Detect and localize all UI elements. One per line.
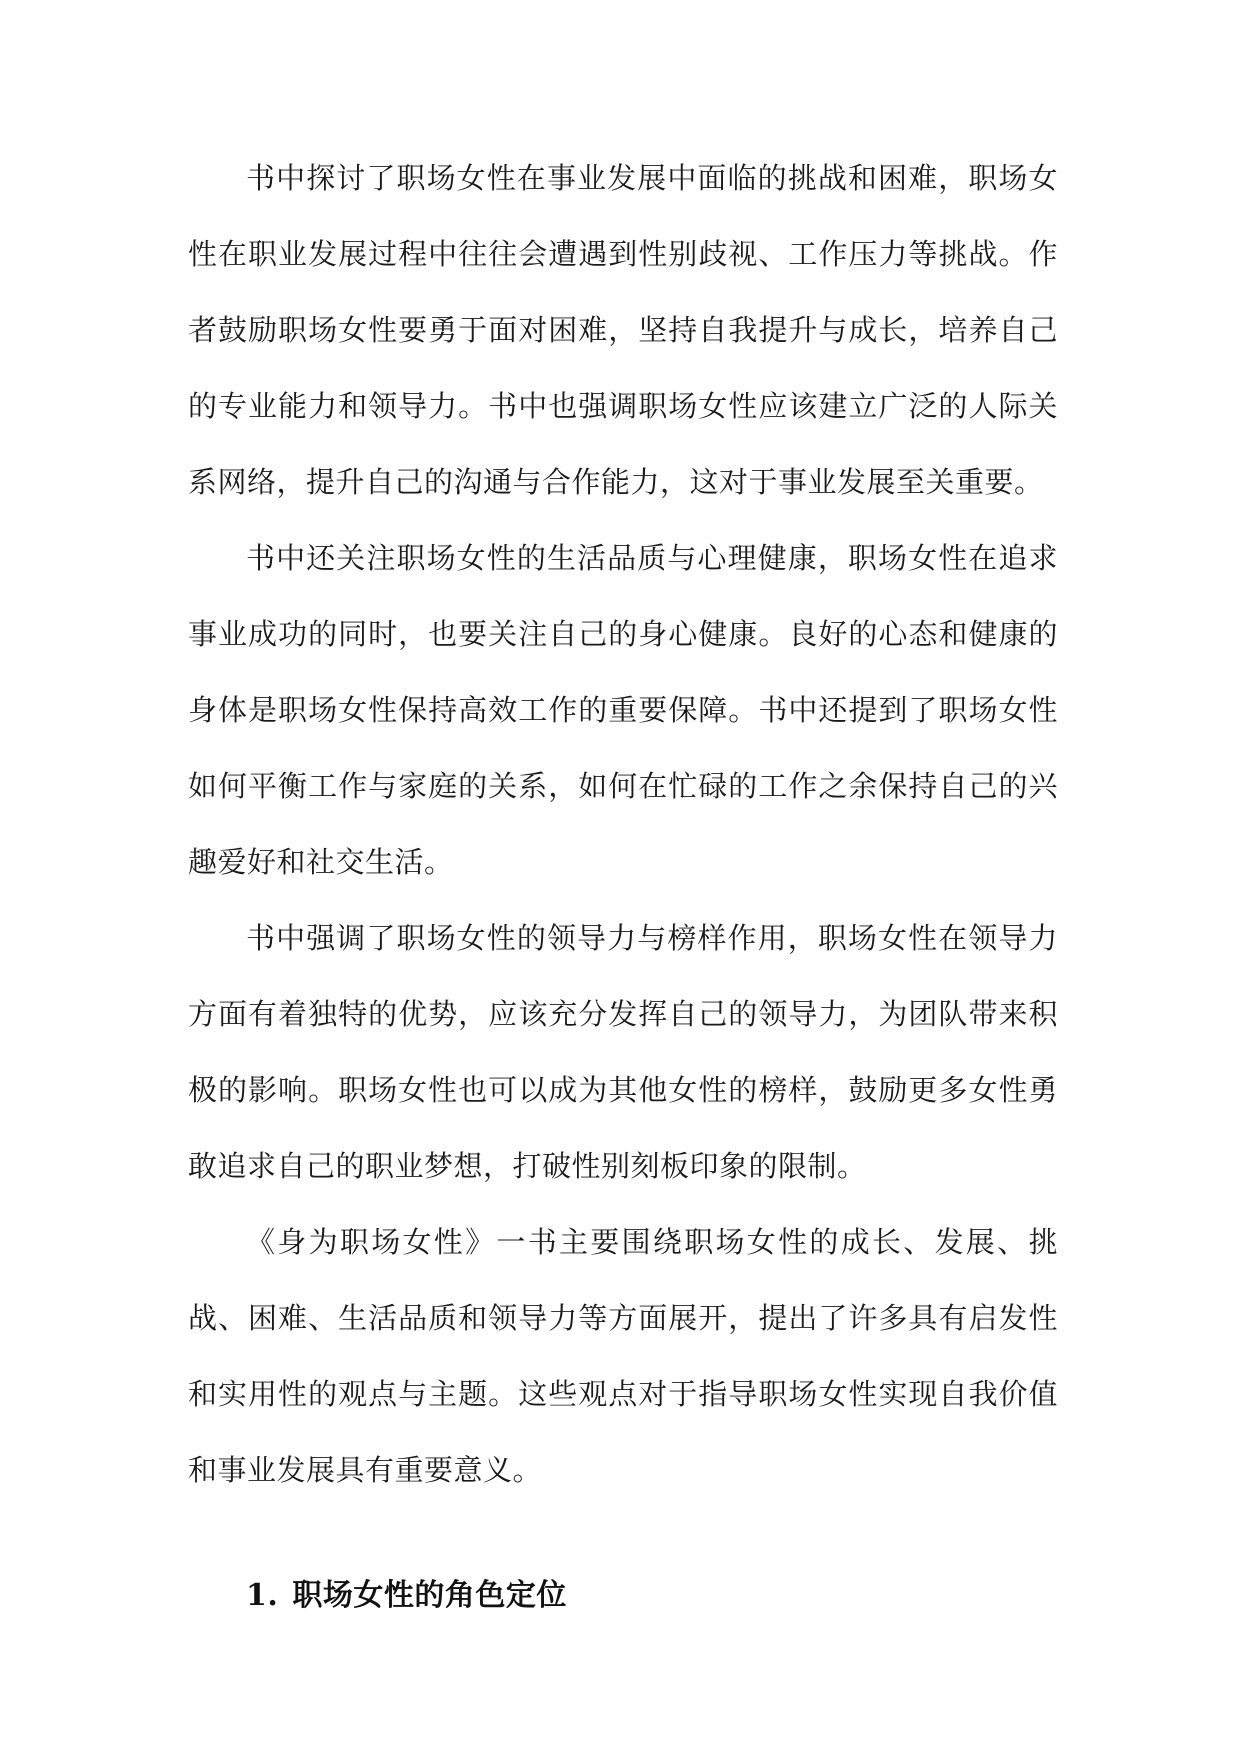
section-number: 1. [246,1578,279,1613]
paragraph-career-challenges: 书中探讨了职场女性在事业发展中面临的挑战和困难，职场女性在职业发展过程中往往会遭遇到性别歧视、工作压力等挑战。作者鼓励职场女性要勇于面对困难，坚持自我提升与成长，培养自己的专业能力和领导力。书中也强调职场女性应该建立广泛的人际关系网络，提升自己的沟通与合作能力，这对于事业发展至关重要。 [188,161,1058,499]
paragraph-life-quality: 书中还关注职场女性的生活品质与心理健康，职场女性在追求事业成功的同时，也要关注自己的身心健康。良好的心态和健康的身体是职场女性保持高效工作的重要保障。书中还提到了职场女性如何平衡工作与家庭的关系，如何在忙碌的工作之余保持自己的兴趣爱好和社交生活。 [188,541,1058,879]
document-body [188,140,1058,1613]
paragraph-book-summary: 《身为职场女性》一书主要围绕职场女性的成长、发展、挑战、困难、生活品质和领导力等方面展开，提出了许多具有启发性和实用性的观点与主题。这些观点对于指导职场女性实现自我价值和事业发展具有重要意义。 [188,1225,1058,1487]
paragraph-leadership: 书中强调了职场女性的领导力与榜样作用，职场女性在领导力方面有着独特的优势，应该充分发挥自己的领导力，为团队带来积极的影响。职场女性也可以成为其他女性的榜样，鼓励更多女性勇敢追求自己的职业梦想，打破性别刻板印象的限制。 [188,921,1058,1183]
section-heading [246,1574,567,1618]
section-title: 职场女性的角色定位 [292,1578,567,1613]
